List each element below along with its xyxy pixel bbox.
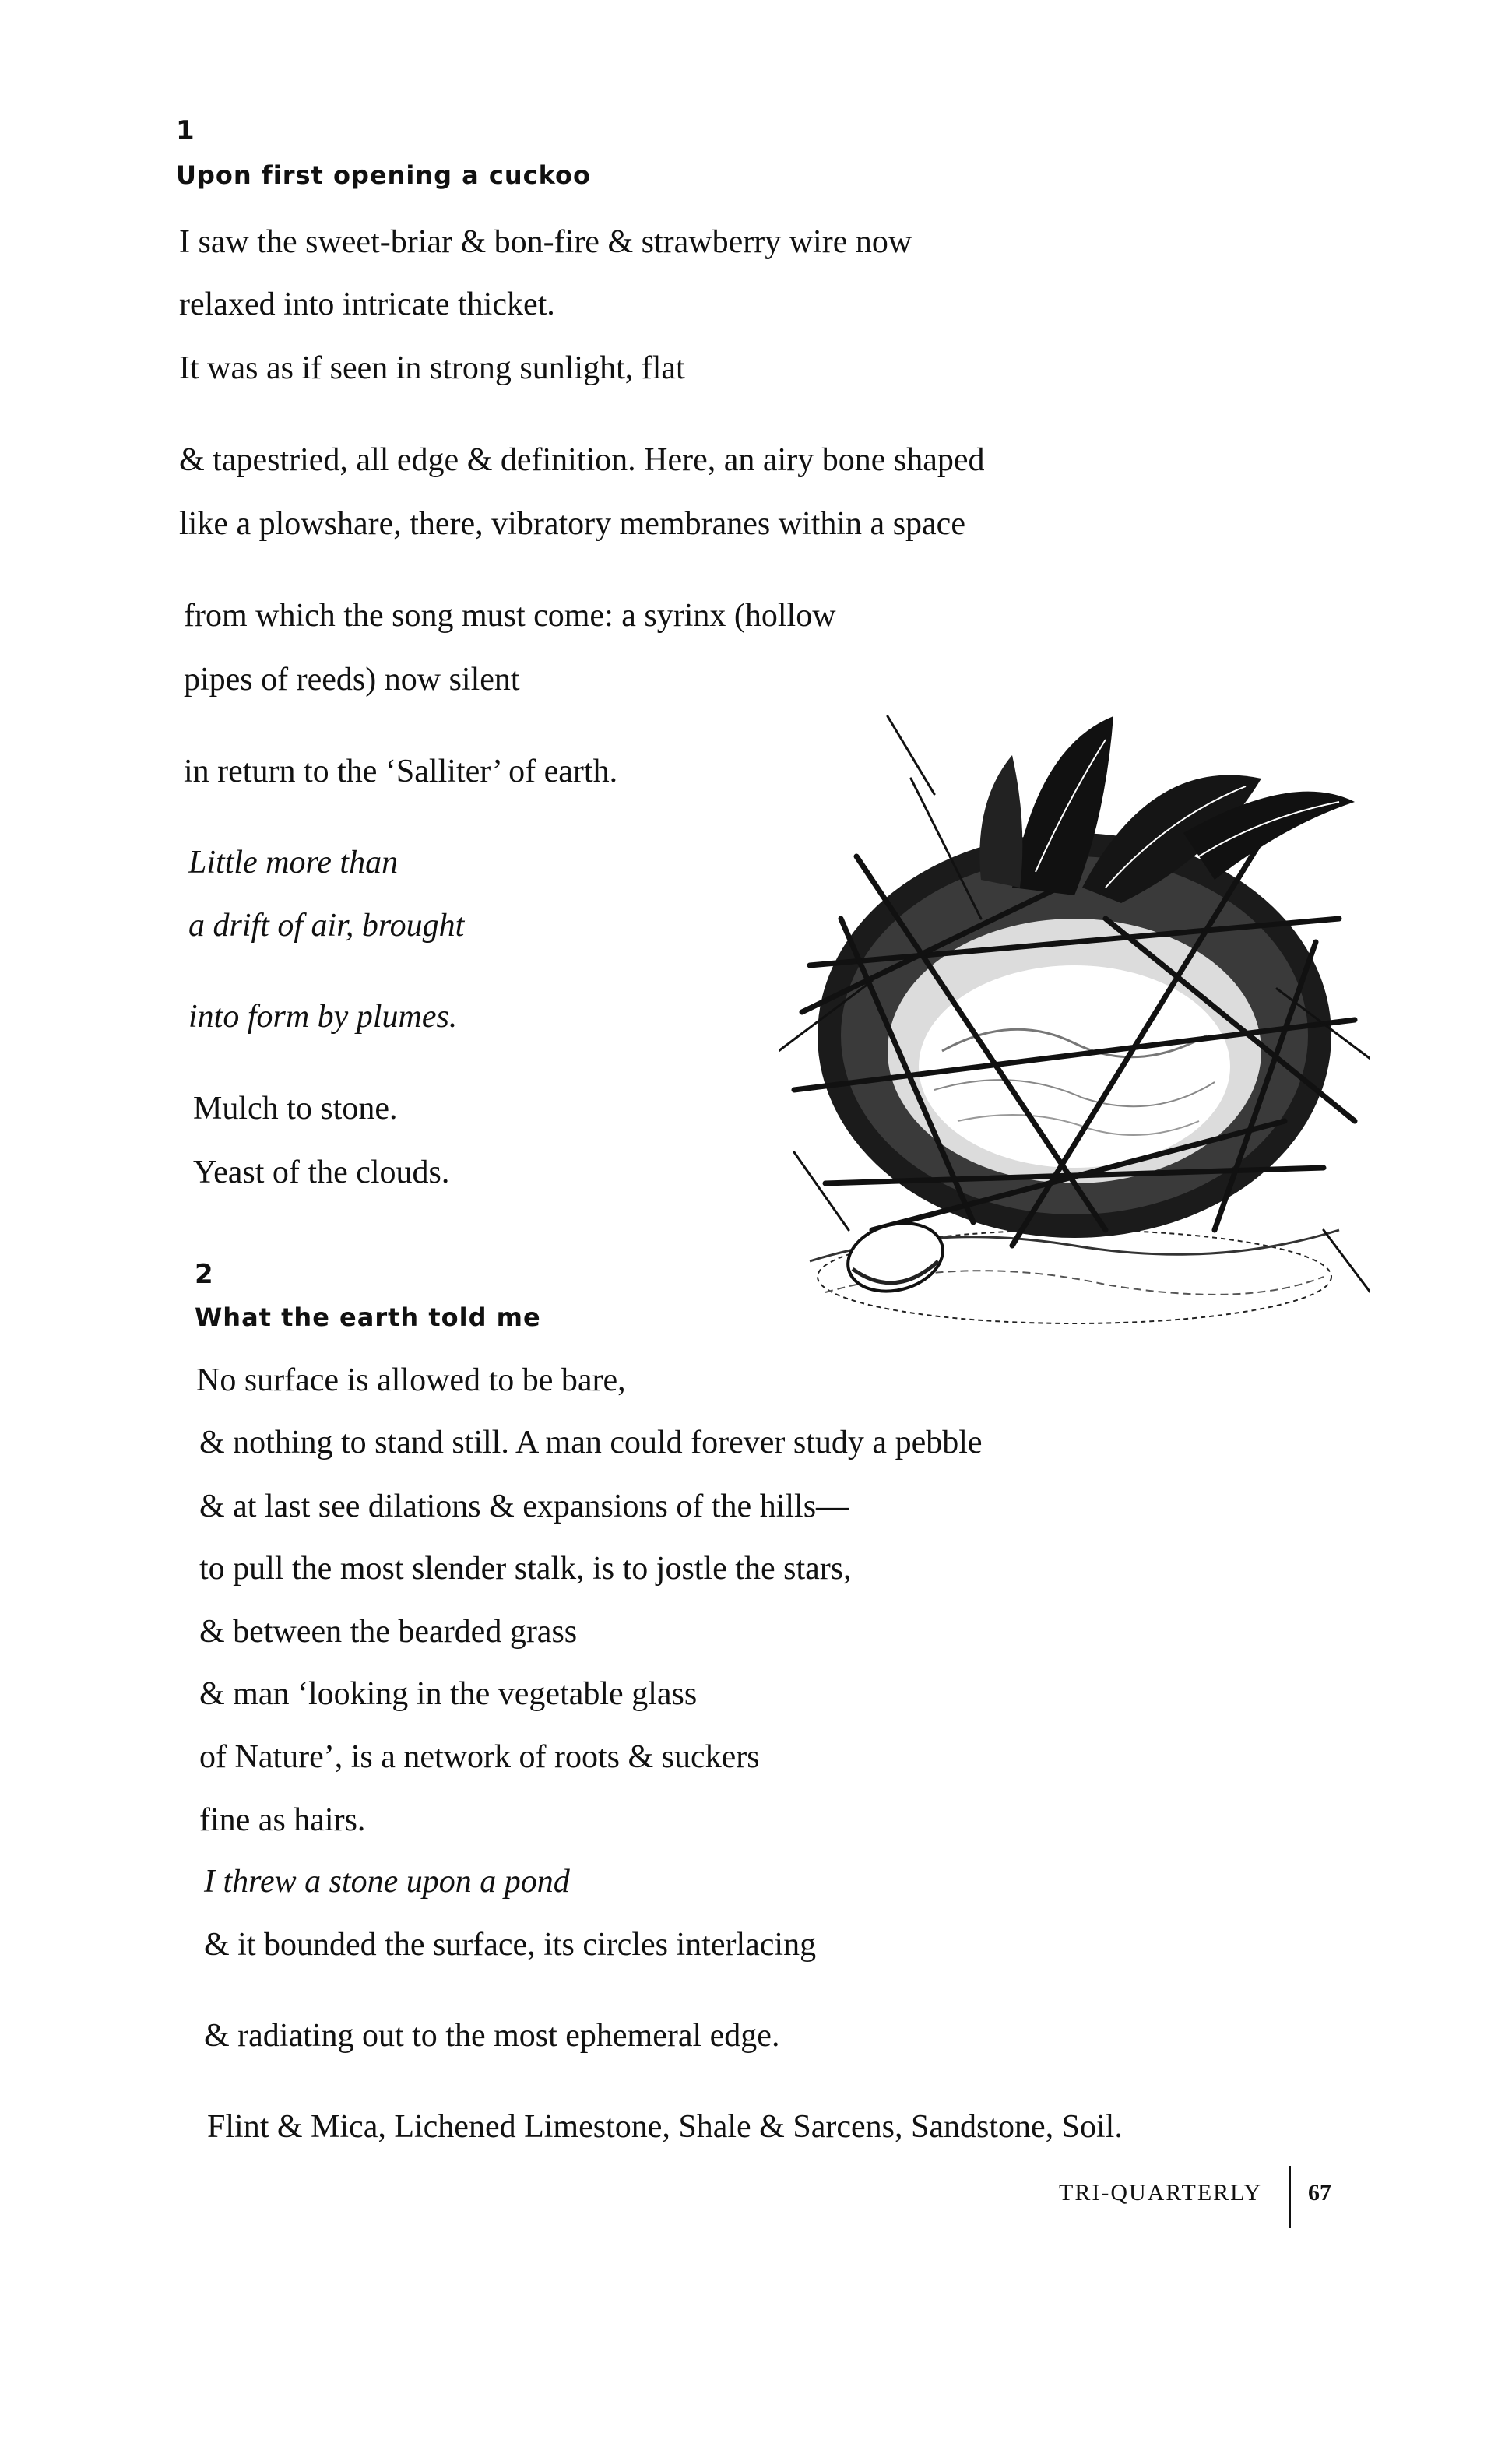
poem-line: like a plowshare, there, vibratory membranes within a space	[179, 506, 965, 542]
poem-line: pipes of reeds) now silent	[184, 662, 520, 698]
poem-line: & nothing to stand still. A man could forever study a pebble	[199, 1425, 983, 1460]
poem-line: & tapestried, all edge & definition. Here, an airy bone shaped	[179, 442, 985, 478]
poem-line: & at last see dilations & expansions of the hills—	[199, 1489, 849, 1524]
poem-line: Flint & Mica, Lichened Limestone, Shale & Sarcens, Sandstone, Soil.	[207, 2109, 1123, 2145]
poem-line: fine as hairs.	[199, 1802, 366, 1838]
poem-line-italic: I threw a stone upon a pond	[204, 1864, 570, 1900]
poem-line-italic: into form by plumes.	[188, 999, 458, 1035]
footer-journal-name: TRI-QUARTERLY	[1059, 2180, 1263, 2206]
poem-line: It was as if seen in strong sunlight, flat	[179, 350, 685, 386]
poem-line: of Nature’, is a network of roots & suckers	[199, 1739, 760, 1775]
poem-line: No surface is allowed to be bare,	[196, 1362, 626, 1398]
section-1-number: 1	[176, 115, 195, 146]
section-1-title: Upon first opening a cuckoo	[176, 160, 591, 190]
poem-line: to pull the most slender stalk, is to jostle the stars,	[199, 1551, 852, 1587]
poem-line: & between the bearded grass	[199, 1614, 578, 1650]
poem-line: I saw the sweet-briar & bon-fire & strawberry wire now	[179, 224, 912, 260]
poem-line: from which the song must come: a syrinx (hollow	[184, 598, 836, 634]
poem-line-italic: a drift of air, brought	[188, 908, 465, 944]
section-2-title: What the earth told me	[195, 1302, 541, 1332]
poem-line-italic: Little more than	[188, 845, 399, 881]
poem-line: & it bounded the surface, its circles interlacing	[204, 1927, 817, 1963]
poem-line: Mulch to stone.	[193, 1091, 398, 1127]
section-2-number: 2	[195, 1259, 213, 1290]
poem-line: & radiating out to the most ephemeral edge.	[204, 2018, 780, 2054]
poem-line: relaxed into intricate thicket.	[179, 286, 555, 322]
footer-divider	[1289, 2166, 1291, 2228]
bird-nest-illustration	[779, 685, 1370, 1347]
poem-line: Yeast of the clouds.	[193, 1155, 450, 1190]
poem-line: & man ‘looking in the vegetable glass	[199, 1676, 698, 1712]
poem-line: in return to the ‘Salliter’ of earth.	[184, 754, 618, 789]
page-number: 67	[1308, 2180, 1331, 2206]
